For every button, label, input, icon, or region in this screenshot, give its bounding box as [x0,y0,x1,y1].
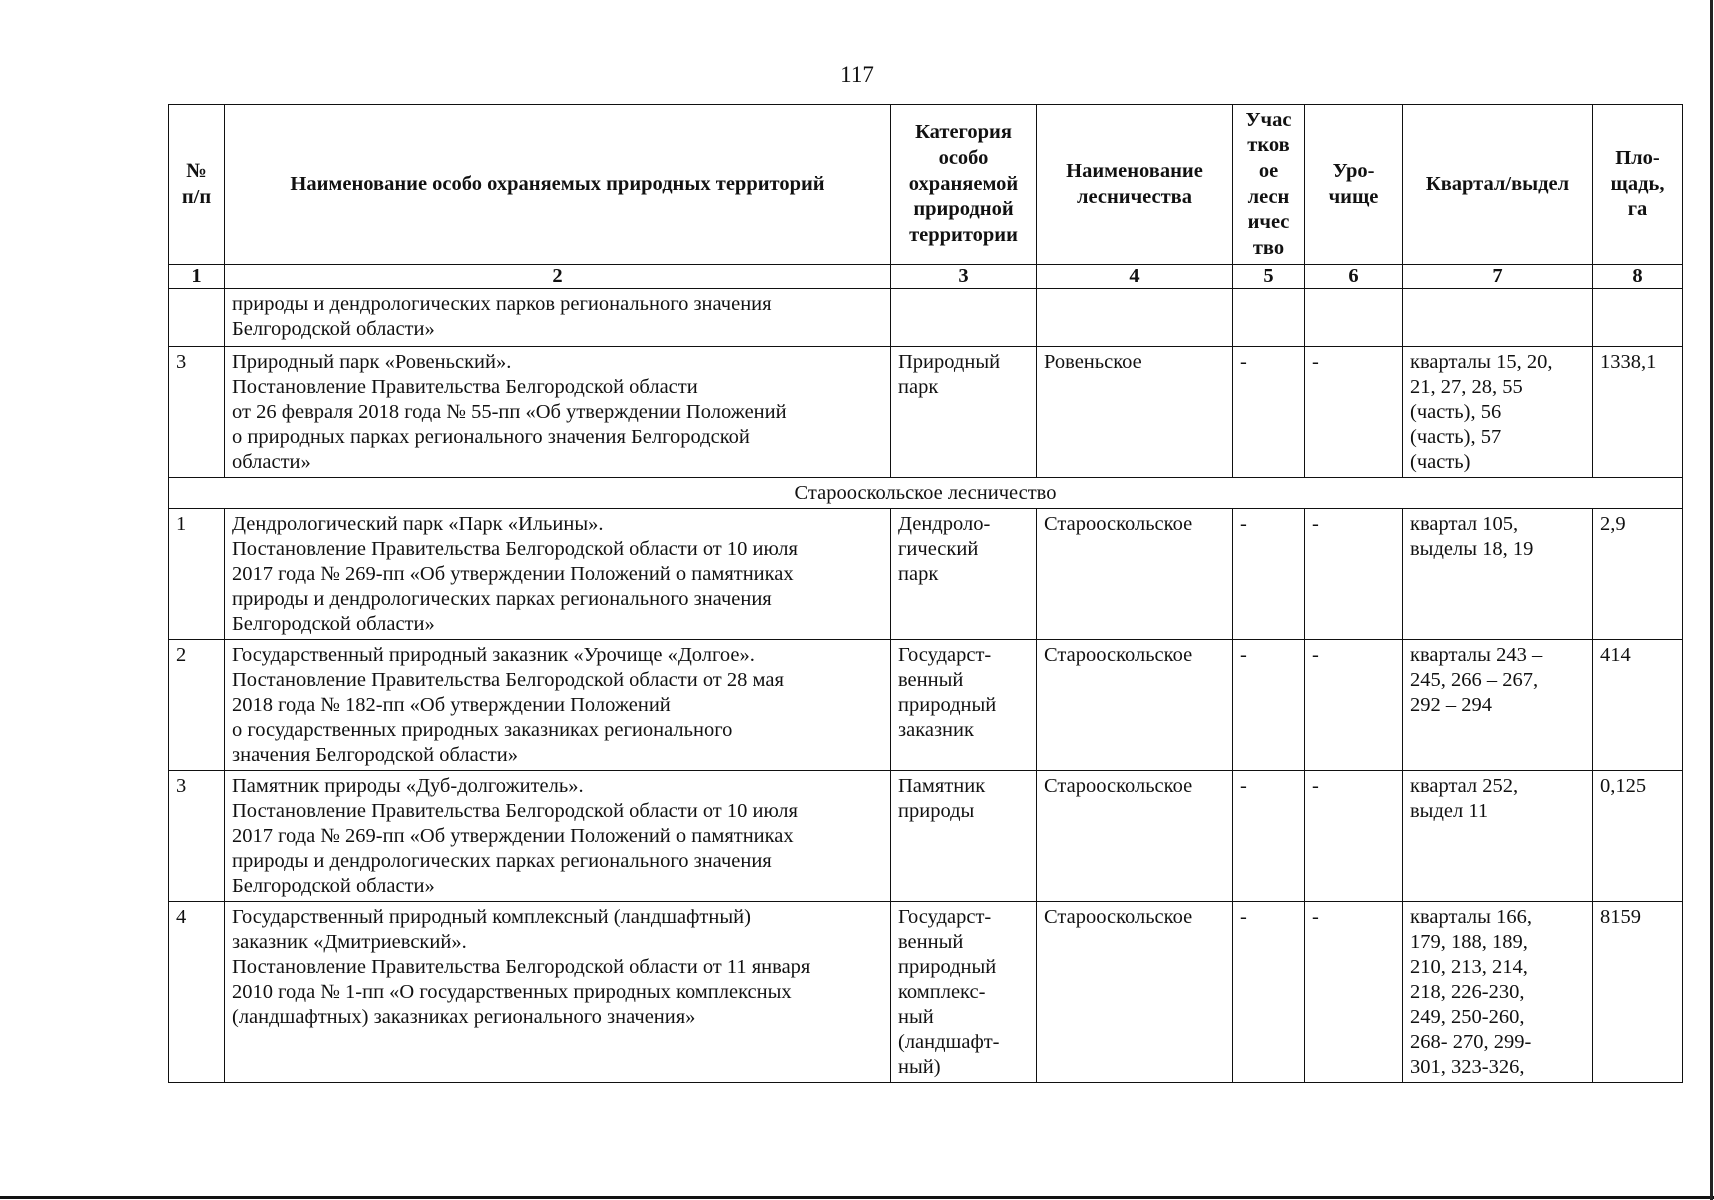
text-line: Государственный природный заказник «Урочище «Долгое». [232,643,755,666]
text-line: Учас [1245,108,1292,131]
text-line: Государст- [898,643,992,666]
text-line: 218, 226-230, [1410,980,1525,1003]
text-line: о государственных природных заказниках регионального [232,718,733,741]
table-row [169,639,1683,770]
text-line: Белгородской области» [232,317,435,340]
row-number [169,288,225,346]
text-line: чище [1328,185,1379,208]
text-line: Постановление Правительства Белгородской области от 10 июля [232,537,798,560]
row-number: 3 [169,346,225,477]
text-line: 249, 250-260, [1410,1005,1525,1028]
header-tract [1305,105,1403,265]
forestry-name [1037,288,1233,346]
text-line: Постановление Правительства Белгородской области [232,375,698,398]
block-allotment [1403,508,1593,639]
text-line: 268- 270, 299- [1410,1030,1532,1053]
text-line: природы и дендрологических парках регионального значения [232,849,772,872]
row-number: 2 [169,639,225,770]
row-number: 1 [169,508,225,639]
text-line: Природный [898,350,1001,373]
text-line: особо [938,147,989,170]
table-body [169,288,1683,1082]
column-number-row [169,265,1683,289]
text-line: (ландшафт- [898,1030,1000,1053]
text-line: (часть) [1410,450,1471,473]
text-line: 2017 года № 269-пп «Об утверждении Положений о памятниках [232,824,794,847]
header-forestry [1037,105,1233,265]
section-title: Старооскольское лесничество [169,477,1683,508]
text-line: Государственный природный комплексный (ландшафтный) [232,905,751,928]
tract [1305,288,1403,346]
protected-areas-table [168,104,1683,1083]
text-line: (ландшафтных) заказниках регионального значения» [232,1005,696,1028]
forestry-name: Старооскольское [1037,901,1233,1082]
text-line: квартал 105, [1410,512,1519,535]
territory-name [225,346,891,477]
header-number [169,105,225,265]
territory-category [891,639,1037,770]
row-number: 4 [169,901,225,1082]
table-header [169,105,1683,289]
territory-category [891,901,1037,1082]
forestry-name: Старооскольское [1037,508,1233,639]
text-line: Белгородской области» [232,874,435,897]
text-line: 301, 323-326, [1410,1055,1525,1078]
header-area [1593,105,1683,265]
text-line: Памятник природы «Дуб-долгожитель». [232,774,584,797]
text-line: Постановление Правительства Белгородской области от 10 июля [232,799,798,822]
text-line: выделы 18, 19 [1410,537,1534,560]
text-line: Квартал/выдел [1425,172,1570,195]
territory-category [891,288,1037,346]
text-line: парк [898,562,939,585]
tract: - [1305,770,1403,901]
column-number: 2 [225,265,891,289]
text-line: кварталы 166, [1410,905,1532,928]
text-line: Наименование [1066,159,1203,182]
column-number: 4 [1037,265,1233,289]
text-line: кварталы 243 – [1410,643,1543,666]
text-line: (часть), 56 [1410,400,1502,423]
text-line: венный [898,668,964,691]
text-line: № [186,159,207,182]
text-line: Белгородской области» [232,612,435,635]
text-line: природы и дендрологических парков регионального значения [232,292,772,315]
text-line: 2017 года № 269-пп «Об утверждении Положений о памятниках [232,562,794,585]
text-line: от 26 февраля 2018 года № 55-пп «Об утверждении Положений [232,400,787,423]
forestry-name: Ровеньское [1037,346,1233,477]
text-line: 179, 188, 189, [1410,930,1528,953]
text-line: Государст- [898,905,992,928]
text-line: о природных парках регионального значения Белгородской [232,425,750,448]
district-forestry: - [1233,901,1305,1082]
block-allotment [1403,346,1593,477]
section-row [169,477,1683,508]
block-allotment [1403,288,1593,346]
text-line: кварталы 15, 20, [1410,350,1553,373]
territory-name [225,288,891,346]
text-line: Наименование особо охраняемых природных территорий [290,172,825,195]
text-line: 210, 213, 214, [1410,955,1528,978]
text-line: охраняемой [908,172,1019,195]
text-line: значения Белгородской области» [232,743,518,766]
tract: - [1305,639,1403,770]
text-line: Постановление Правительства Белгородской области от 11 января [232,955,811,978]
text-line: Уро- [1332,159,1375,182]
district-forestry: - [1233,770,1305,901]
district-forestry: - [1233,639,1305,770]
text-line: 245, 266 – 267, [1410,668,1539,691]
table-row [169,288,1683,346]
table-row [169,770,1683,901]
text-line: природный [898,693,997,716]
forestry-name: Старооскольское [1037,639,1233,770]
area-ha: 1338,1 [1593,346,1683,477]
text-line: лесничества [1077,185,1192,208]
text-line: 2018 года № 182-пп «Об утверждении Положений [232,693,671,716]
text-line: парк [898,375,939,398]
text-line: тво [1252,236,1285,259]
tract: - [1305,901,1403,1082]
page-number: 117 [840,62,874,87]
text-line: ный [898,1005,934,1028]
text-line: щадь, [1610,172,1665,195]
header-district-forestry [1233,105,1305,265]
area-ha: 414 [1593,639,1683,770]
territory-name [225,901,891,1082]
territory-name [225,639,891,770]
text-line: ный) [898,1055,941,1078]
text-line: гический [898,537,979,560]
text-line: Природный парк «Ровеньский». [232,350,512,373]
text-line: области» [232,450,311,473]
text-line: лесн [1247,185,1290,208]
text-line: заказник [898,718,974,741]
area-ha [1593,288,1683,346]
text-line: ичес [1247,211,1290,234]
column-number: 3 [891,265,1037,289]
text-line: природы [898,799,975,822]
table-row [169,901,1683,1082]
text-line: природной [913,198,1014,221]
text-line: Памятник [898,774,986,797]
text-line: Категория [915,121,1012,144]
scan-edge-bottom [0,1196,1714,1199]
text-line: 21, 27, 28, 55 [1410,375,1523,398]
text-line: природный [898,955,997,978]
district-forestry [1233,288,1305,346]
table-row [169,346,1683,477]
text-line: га [1627,198,1648,221]
text-line: п/п [181,185,212,208]
area-ha: 8159 [1593,901,1683,1082]
text-line: природы и дендрологических парках регионального значения [232,587,772,610]
text-line: заказник «Дмитриевский». [232,930,467,953]
block-allotment [1403,639,1593,770]
block-allotment [1403,901,1593,1082]
header-row [169,105,1683,265]
area-ha: 0,125 [1593,770,1683,901]
district-forestry: - [1233,346,1305,477]
block-allotment [1403,770,1593,901]
text-line: Пло- [1615,147,1660,170]
column-number: 7 [1403,265,1593,289]
column-number: 5 [1233,265,1305,289]
column-number: 6 [1305,265,1403,289]
text-line: Дендрологический парк «Парк «Ильины». [232,512,604,535]
text-line: комплекс- [898,980,986,1003]
tract: - [1305,508,1403,639]
text-line: тков [1247,134,1290,157]
text-line: Дендроло- [898,512,991,535]
header-category [891,105,1037,265]
text-line: Постановление Правительства Белгородской области от 28 мая [232,668,784,691]
text-line: территории [909,223,1018,246]
territory-category [891,770,1037,901]
text-line: венный [898,930,964,953]
text-line: выдел 11 [1410,799,1489,822]
text-line: квартал 252, [1410,774,1519,797]
forestry-name: Старооскольское [1037,770,1233,901]
territory-name [225,508,891,639]
text-line: 2010 года № 1-пп «О государственных природных комплексных [232,980,792,1003]
text-line: ое [1258,159,1279,182]
area-ha: 2,9 [1593,508,1683,639]
table-row [169,508,1683,639]
header-territory-name [225,105,891,265]
territory-category [891,508,1037,639]
scan-edge-right [1710,0,1713,1200]
column-number: 1 [169,265,225,289]
territory-category [891,346,1037,477]
header-block [1403,105,1593,265]
tract: - [1305,346,1403,477]
text-line: 292 – 294 [1410,693,1492,716]
row-number: 3 [169,770,225,901]
territory-name [225,770,891,901]
district-forestry: - [1233,508,1305,639]
column-number: 8 [1593,265,1683,289]
text-line: (часть), 57 [1410,425,1502,448]
